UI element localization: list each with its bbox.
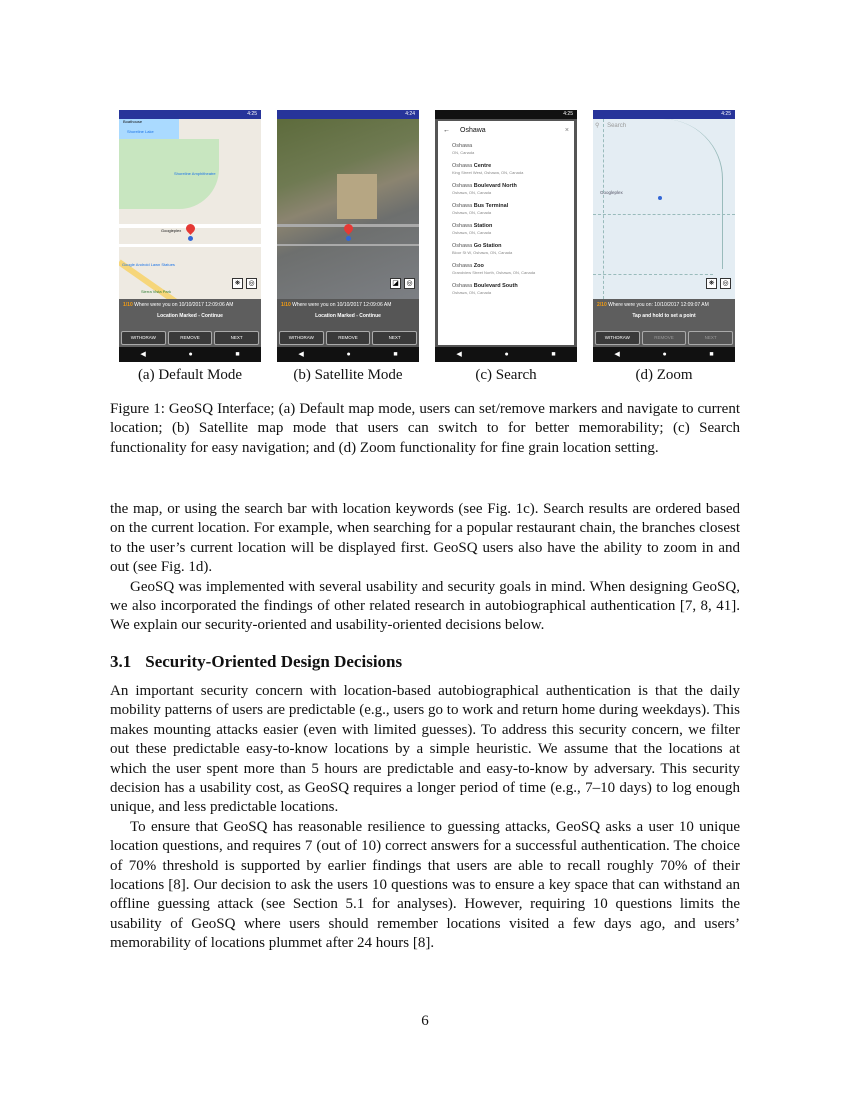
android-nav-bar: [277, 347, 419, 362]
section-title: Security-Oriented Design Decisions: [145, 652, 403, 671]
question-panel: [277, 299, 419, 347]
status-bar: 4:25: [435, 110, 577, 119]
back-icon[interactable]: ◀: [614, 351, 620, 358]
recents-icon[interactable]: ■: [235, 351, 240, 358]
screenshot-satellite-mode: [277, 110, 419, 362]
search-result-item[interactable]: [438, 239, 574, 259]
result-address: Bloor St W, Oshawa, ON, Canada: [452, 250, 513, 255]
result-address: King Street West, Oshawa, ON, Canada: [452, 170, 524, 175]
status-message: Location Marked - Continue: [315, 313, 381, 319]
search-result-item[interactable]: [438, 139, 574, 159]
recents-icon[interactable]: ■: [709, 351, 714, 358]
my-location-icon[interactable]: ◎: [246, 278, 257, 289]
search-input[interactable]: Oshawa: [460, 126, 486, 134]
my-location-icon[interactable]: ◎: [404, 278, 415, 289]
map-label: Sierra Vista Park: [141, 289, 171, 294]
back-icon[interactable]: ◀: [298, 351, 304, 358]
question-panel: [119, 299, 261, 347]
question-text: Where were you on 10/10/2017 12:09:06 AM: [292, 302, 392, 308]
recents-icon[interactable]: ■: [551, 351, 556, 358]
android-nav-bar: [593, 347, 735, 362]
map-zoomed: [593, 119, 735, 299]
screenshot-default-mode: [119, 110, 261, 362]
next-button[interactable]: NEXT: [688, 331, 733, 345]
search-result-item[interactable]: [438, 219, 574, 239]
subcaption-b: (b) Satellite Mode: [293, 367, 403, 383]
result-name: Station: [473, 223, 493, 229]
screenshot-zoom: [593, 110, 735, 362]
home-icon[interactable]: ●: [188, 351, 193, 358]
remove-button[interactable]: REMOVE: [642, 331, 687, 345]
map-satellite: [277, 119, 419, 299]
progress-counter: 2/10: [597, 302, 607, 308]
result-prefix: Oshawa: [452, 163, 474, 169]
status-bar: 4:24: [277, 110, 419, 119]
map-label: Google Android Lawn Statues: [122, 262, 175, 267]
result-address: ON, Canada: [452, 150, 475, 155]
search-result-item[interactable]: [438, 259, 574, 279]
result-address: Grandview Street North, Oshawa, ON, Canada: [452, 270, 536, 275]
clear-icon[interactable]: ×: [564, 126, 569, 134]
next-button[interactable]: NEXT: [214, 331, 259, 345]
result-prefix: Oshawa: [452, 263, 474, 269]
recents-icon[interactable]: ■: [393, 351, 398, 358]
search-result-item[interactable]: [438, 179, 574, 199]
satellite-toggle-icon[interactable]: ⛯: [232, 278, 243, 289]
map-label: Googleplex: [161, 228, 182, 233]
map-toggle-icon[interactable]: ◪: [390, 278, 401, 289]
paragraph: To ensure that GeoSQ has reasonable resilience to guessing attacks, GeoSQ asks a user 10 unique location questions, and requires 7 (out of 10) correct answers for a successful authentication. The choice of 70% threshold is supported by earlier findings that users are able to recall roughly 70% of their locations [8]. Our decision to ask the users 10 questions was to ensure a key space that can withstand an offline guessing attack (see Section 5.1 for analyses). However, requiring 10 questions limits the usability of GeoSQ where users should remember locations visited a few days ago, and users’ memorability of locations plummet after 24 hours [8].: [110, 818, 740, 952]
result-prefix: Oshawa: [452, 203, 474, 209]
withdraw-button[interactable]: WITHDRAW: [121, 331, 166, 345]
result-name: Boulevard South: [473, 283, 518, 289]
home-icon[interactable]: ●: [504, 351, 509, 358]
question-text: Where were you on: 10/10/2017 12:09:07 AM: [608, 302, 709, 308]
status-message: Location Marked - Continue: [157, 313, 223, 319]
result-name: Centre: [473, 163, 492, 169]
result-name: Bus Terminal: [473, 203, 509, 209]
result-prefix: Oshawa: [452, 143, 473, 149]
page-number: 6: [421, 1013, 429, 1029]
result-address: Oshawa, ON, Canada: [452, 210, 492, 215]
map-label: Shoreline Amphitheatre: [174, 171, 216, 176]
result-name: Boulevard North: [473, 183, 517, 189]
result-address: Oshawa, ON, Canada: [452, 290, 492, 295]
map-label: Boathouse: [123, 119, 143, 124]
my-location-icon[interactable]: ◎: [720, 278, 731, 289]
search-result-item[interactable]: [438, 159, 574, 179]
paragraph: GeoSQ was implemented with several usability and security goals in mind. When designing GeoSQ, we also incorporated the findings of other related research in autobiographical authentication [7, 8, 41]. We explain our security-oriented and usability-oriented decisions below.: [110, 578, 740, 634]
question-panel: [593, 299, 735, 347]
search-result-item[interactable]: [438, 279, 574, 299]
back-arrow-icon[interactable]: ←: [443, 126, 450, 134]
remove-button[interactable]: REMOVE: [168, 331, 213, 345]
map-label: Googleplex: [600, 190, 623, 195]
satellite-toggle-icon[interactable]: ⛯: [706, 278, 717, 289]
status-bar: 4:25: [593, 110, 735, 119]
progress-counter: 1/10: [123, 302, 133, 308]
result-prefix: Oshawa: [452, 243, 474, 249]
home-icon[interactable]: ●: [346, 351, 351, 358]
android-nav-bar: [119, 347, 261, 362]
screenshot-search: [435, 110, 577, 362]
body-text: [110, 500, 740, 636]
current-location-dot: [188, 236, 193, 241]
section-body: [110, 682, 740, 954]
result-address: Oshawa, ON, Canada: [452, 230, 492, 235]
result-prefix: Oshawa: [452, 223, 474, 229]
current-location-dot: [346, 236, 351, 241]
section-heading: [110, 652, 416, 672]
current-location-dot: [658, 196, 662, 200]
android-nav-bar: [435, 347, 577, 362]
result-address: Oshawa, ON, Canada: [452, 190, 492, 195]
result-prefix: Oshawa: [452, 283, 474, 289]
back-icon[interactable]: ◀: [456, 351, 462, 358]
section-number: 3.1: [110, 652, 132, 671]
next-button[interactable]: NEXT: [372, 331, 417, 345]
result-name: Zoo: [473, 263, 484, 269]
search-dialog: [438, 121, 574, 345]
withdraw-button[interactable]: WITHDRAW: [279, 331, 324, 345]
remove-button[interactable]: REMOVE: [326, 331, 371, 345]
subcaption-d: (d) Zoom: [635, 367, 693, 383]
paragraph: An important security concern with location-based autobiographical authentication is that the daily mobility patterns of users are predictable (e.g., users go to work and return home during weekdays). This makes mounting attacks easier (even with limited guesses). To address this security concern, we filter out these predictable easy-to-know locations by a simple heuristic. We assume that the locations at which the user spent more than 5 hours are predictable and easy-to-know by adversary. This security decision has a usability cost, as GeoSQ requires a longer period of time (e.g., 7–10 days) to log enough unique, and less predictable locations.: [110, 683, 740, 816]
status-bar: 4:25: [119, 110, 261, 119]
withdraw-button[interactable]: WITHDRAW: [595, 331, 640, 345]
home-icon[interactable]: ●: [662, 351, 667, 358]
result-name: Go Station: [473, 243, 502, 249]
question-text: Where were you on 10/10/2017 12:09:06 AM: [134, 302, 234, 308]
result-prefix: Oshawa: [452, 183, 474, 189]
search-icon[interactable]: ⚲: [595, 123, 600, 129]
map-default: [119, 119, 261, 299]
paragraph: the map, or using the search bar with location keywords (see Fig. 1c). Search results are ordered based on the current location. For example, when searching for a popular restaurant chain, the branches closest to the user’s current location will be displayed first. GeoSQ users also have the ability to zoom in and out (see Fig. 1d).: [110, 501, 740, 576]
search-field[interactable]: Search: [607, 123, 627, 129]
search-result-item[interactable]: [438, 199, 574, 219]
progress-counter: 1/10: [281, 302, 291, 308]
figure-caption: Figure 1: GeoSQ Interface; (a) Default map mode, users can set/remove markers and navigate to current location; (b) Satellite map mode that users can switch to for better memorability; (c) Search functionality for easy navigation; and (d) Zoom functionality for fine grain location setting.: [110, 401, 740, 456]
map-label: Shoreline Lake: [127, 129, 154, 134]
subcaption-c: (c) Search: [475, 367, 537, 383]
status-message: Tap and hold to set a point: [632, 313, 696, 319]
back-icon[interactable]: ◀: [140, 351, 146, 358]
subcaption-a: (a) Default Mode: [137, 367, 243, 383]
